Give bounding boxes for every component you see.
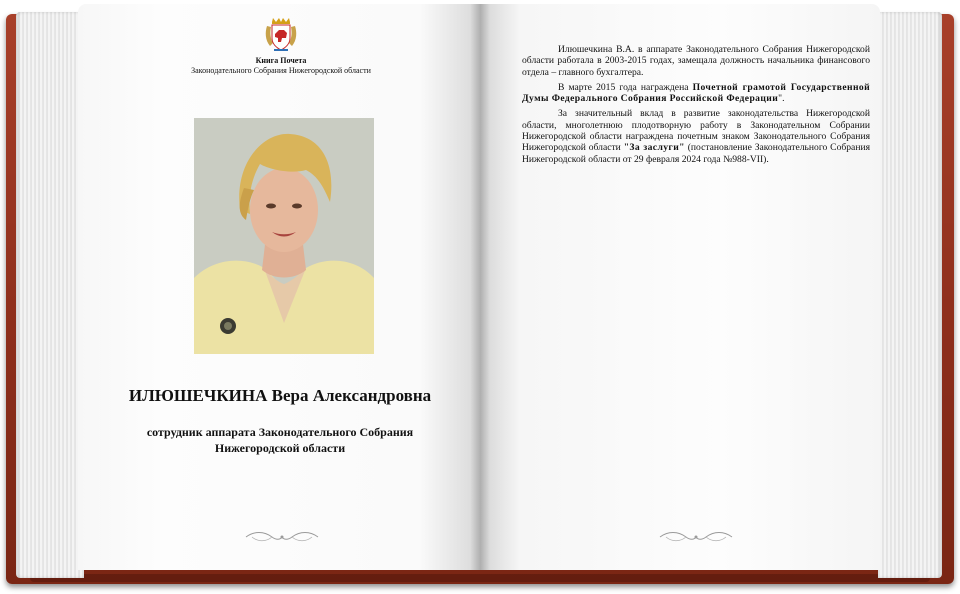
person-name: ИЛЮШЕЧКИНА Вера Александровна <box>128 386 432 405</box>
bio-paragraph-3 <box>522 108 870 164</box>
book-title-line2: Законодательного Собрания Нижегородской области <box>191 66 371 75</box>
page-stack-left <box>16 12 84 578</box>
bio-paragraph-3-suffix: (постановление Законодательного Собрания Нижегородской области от 29 февраля 2024 года №988-VII). <box>522 142 870 165</box>
award-duma-certificate: Почетной грамотой Государственной Думы Федерального Собрания Российской Федерации <box>522 81 870 105</box>
book-title-line1: Книга Почета <box>255 56 307 65</box>
bio-paragraph-1 <box>522 44 870 78</box>
flourish-divider-icon <box>242 530 322 544</box>
bio-paragraph-3-prefix: За значительный вклад в развитие законодательства Нижегородской области, многолетнюю плодотворную работу в Законодательном Собрании Нижегородской области награждена почетным знаком Законодательного Собрания Нижегородской области <box>522 108 870 154</box>
coat-of-arms-icon <box>262 16 300 54</box>
award-badge-name: "За заслуги" <box>623 142 685 154</box>
bio-paragraph-2-prefix: В марте 2015 года награждена <box>558 81 693 93</box>
book-spine <box>470 4 490 570</box>
person-role: сотрудник аппарата Законодательного Собрания Нижегородской области <box>146 425 414 455</box>
cover-shadow <box>30 574 930 582</box>
bio-paragraph-1-text: Илюшечкина В.А. в аппарате Законодательного Собрания Нижегородской области работала в 2003-2015 годах, замещала должность начальника финансового отдела – главного бухгалтера. <box>522 44 870 78</box>
bio-paragraph-2-suffix: ". <box>778 93 785 105</box>
portrait-photo <box>194 118 374 354</box>
book-of-honor-title <box>150 56 412 76</box>
flourish-divider-icon <box>656 530 736 544</box>
biography-text <box>522 44 870 169</box>
page-stack-right <box>878 12 942 578</box>
bio-paragraph-2 <box>522 82 870 105</box>
